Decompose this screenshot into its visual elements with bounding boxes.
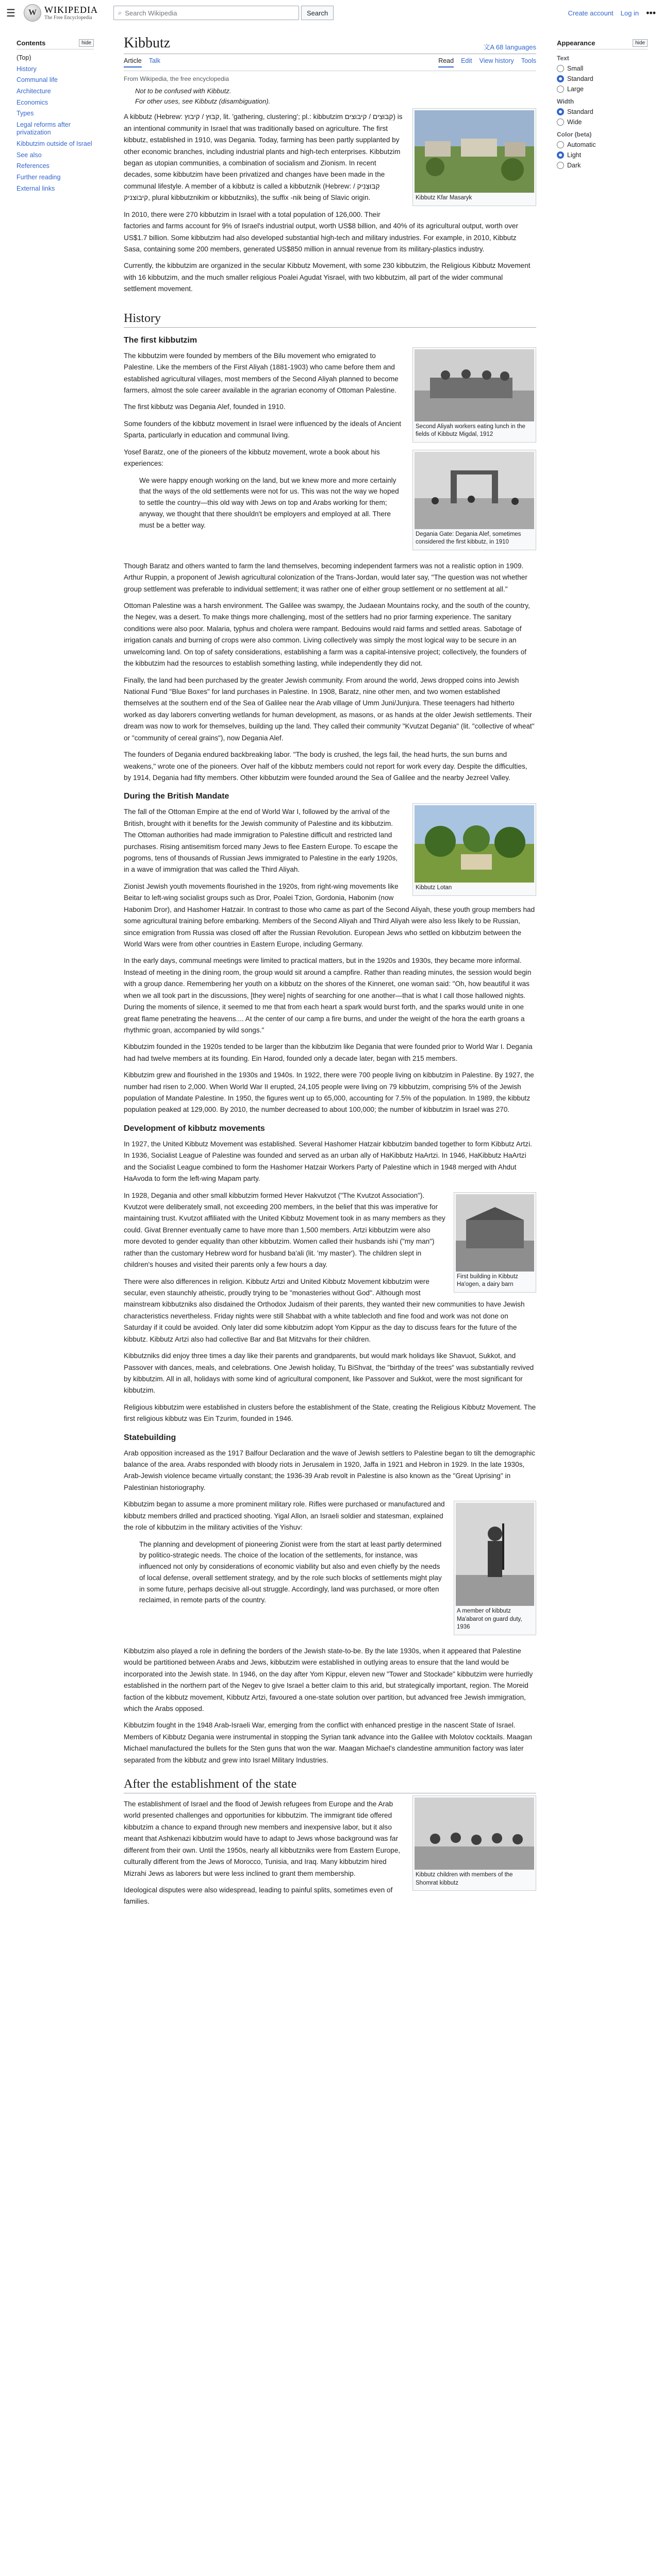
history-paragraph: Though Baratz and others wanted to farm the land themselves, becoming independent farmers was not a realistic option in 1909. Arthur Ruppin, a proponent of Jewish agricultural colonization of the Trans-Jordan, would later say, "The question was not whether group settlement was preferable to individual settlement; it was rather one of either group settlement or no settlement at all."	[124, 562, 527, 593]
text-size-option-label: Small	[567, 65, 584, 72]
mandate-paragraph: Zionist Jewish youth movements flourished in the 1920s, from right-wing movements like Beitar to left-wing socialist groups such as Dror, Poalei Tzion, Gordonia, Habonim (now Habonim Dror), and Hashomer Hatzair. In contrast to those who came as part of the Second Aliyah, these youth group members had some agricultural training before embarking. Members of the Second Aliyah and Third Aliyah were also less likely to be Russian, since emigration from Russia was closed off after the Russian Revolution. European Jews who settled on kibbutzim between the World Wars were from other countries in Eastern Europe, including Germany.	[124, 882, 535, 948]
historic-photo[interactable]	[456, 1503, 534, 1606]
appearance-panel	[557, 39, 648, 169]
intro-paragraph: In 2010, there were 270 kibbutzim in Israel with a total population of 126,000. Their factories and farms account for 9% of Israel's industrial output, worth US$8 billion, and 40% of its agricultural output, worth over US$1.7 billion. Some kibbutzim had also developed substantial high-tech and military industries. For example, in 2010, Kibbutz Sasa, containing some 200 members, generated US$850 million in annual revenue from its military-plastics industry.	[124, 210, 518, 253]
width-option[interactable]	[557, 108, 648, 115]
width-option-label: Standard	[567, 108, 593, 115]
figure-second-aliyah	[412, 347, 536, 443]
search-button[interactable]: Search	[301, 6, 334, 20]
blockquote: We were happy enough working on the land, but we knew more and more certainly that the ways of the old settlements were not for us. This was not the way we hoped to settle the country—this old way with Jews on top and Arabs working for them; anyway, we thought that there shouldn't be employers and employed at all. There must be a better way.	[139, 476, 399, 529]
tab-article[interactable]: Article	[124, 57, 142, 67]
width-option[interactable]	[557, 118, 648, 126]
tab-tools[interactable]: Tools	[521, 57, 536, 64]
development-paragraph: Kibbutzniks did enjoy three times a day like their parents and grandparents, but would mark holidays like Shavuot, Sukkot, and Passover with dances, meals, and celebrations. One Jewish holiday, Tu BiShvat, the "birthday of the trees" was substantially revived by kibbutzim. All in all, holidays with some kind of agricultural component, like Passover and Sukkot, were the most significant for kibbutzim.	[124, 1352, 534, 1395]
toc-item[interactable]: References	[16, 162, 49, 170]
color-option-label: Light	[567, 151, 582, 159]
toc-item[interactable]: Architecture	[16, 87, 51, 95]
figure-haogen-barn	[454, 1192, 536, 1293]
text-size-label: Text	[557, 55, 569, 62]
appearance-title: Appearance	[557, 39, 595, 47]
logo-tagline: The Free Encyclopedia	[44, 15, 92, 21]
text-size-option[interactable]	[557, 86, 648, 93]
figure-kibbutz-lotan	[412, 803, 536, 896]
history-paragraph: Ottoman Palestine was a harsh environment. The Galilee was swampy, the Judaean Mountains rocky, and the south of the country, the Negev, was a desert. To make things more challenging, most of the settlers had no prior farming experience. The sanitary conditions were also poor. Malaria, typhus and cholera were rampant. Bedouins would raid farms and settled areas. Sabotage of irrigation canals and burning of crops were also common. Living collectively was simply the most logical way to be secure in an unwelcoming land. On top of safety considerations, establishing a farm was a capital-intensive project; collectively, the founders of the kibbutzim had the resources to establish something lasting, while independently they did not.	[124, 602, 530, 668]
after-state-paragraph: The establishment of Israel and the flood of Jewish refugees from Europe and the Arab world presented challenges and opportunities for kibbutzim. The immigrant tide offered kibbutzim a chance to expand through new members and inexpensive labor, but it also meant that Ashkenazi kibbutzim would have to adapt to Jews whose background was far different from their own. Until the 1950s, nearly all kibbutzniks were from Eastern Europe, culturally different from the Jews of Morocco, Tunisia, and Iraq. Many kibbutzim hired Mizrahi Jews as laborers but were less inclined to grant them membership.	[124, 1800, 401, 1877]
figure-caption: Second Aliyah workers eating lunch in the fields of Kibbutz Migdal, 1912	[416, 423, 525, 438]
toc-hide-button[interactable]: hide	[79, 39, 94, 47]
toc-item[interactable]: Types	[16, 110, 34, 117]
subsection-heading: The first kibbutzim	[124, 335, 197, 345]
width-options	[557, 108, 648, 126]
toc-item[interactable]: History	[16, 65, 37, 73]
toc-item[interactable]: Kibbutzim outside of Israel	[16, 140, 92, 147]
radio-icon[interactable]	[557, 151, 564, 159]
main-menu-icon[interactable]: ☰	[6, 7, 15, 19]
toc-item[interactable]: (Top)	[16, 54, 31, 61]
color-option-label: Automatic	[567, 141, 596, 148]
history-paragraph: The kibbutzim were founded by members of the Bilu movement who emigrated to Palestine. Like the members of the First Aliyah (1881-1903) who came before them and established agricultural villages, most members of the Second Aliyah planned to become farmers, almost the sole career available in the agrarian economy of Ottoman Palestine.	[124, 351, 399, 394]
figure-kibbutz-children	[412, 1795, 536, 1891]
tab-talk[interactable]: Talk	[148, 57, 160, 64]
toc-item[interactable]: See also	[16, 151, 42, 159]
text-size-option-label: Standard	[567, 75, 593, 82]
language-icon: 文A	[483, 43, 496, 51]
search-input[interactable]	[113, 6, 299, 20]
figure-caption: Degania Gate: Degania Alef, sometimes considered the first kibbutz, in 1910	[416, 531, 521, 546]
development-paragraph: Religious kibbutzim were established in clusters before the establishment of the State, creating the Religious Kibbutz Movement. The first religious kibbutz was Ein Tzurim, founded in 1946.	[124, 1403, 536, 1423]
mandate-paragraph: Kibbutzim grew and flourished in the 1930s and 1940s. In 1922, there were 700 people living on kibbutzim in Palestine. By 1927, the number had risen to 2,000. When World War II erupted, 24,105 people were living on 79 kibbutzim, comprising 5% of the Jewish population of Mandate Palestine. In 1950, the figures went up to 65,000, accounting for 7.5% of the population. In 1989, the kibbutz population peaked at 129,000. By 2010, the number decreased to about 100,000; the number of kibbutzim in Israel was 270.	[124, 1071, 534, 1114]
color-option[interactable]	[557, 151, 648, 159]
appearance-hide-button[interactable]: hide	[633, 39, 648, 47]
history-paragraph: The first kibbutz was Degania Alef, founded in 1910.	[124, 403, 286, 411]
toc-title: Contents	[16, 39, 46, 47]
radio-icon[interactable]	[557, 118, 564, 126]
radio-icon[interactable]	[557, 86, 564, 93]
figure-caption: A member of kibbutz Ma'abarot on guard duty, 1936	[457, 1608, 522, 1631]
table-of-contents	[16, 39, 94, 194]
statebuilding-paragraph: Kibbutzim began to assume a more prominent military role. Rifles were purchased or manufactured and kibbutz members drilled and practiced shooting. Yigal Allon, an Israeli soldier and statesman, explained the role of kibbutzim in the military activities of the Yishuv:	[124, 1500, 445, 1532]
subsection-heading: During the British Mandate	[124, 792, 229, 801]
figure-guard-duty	[454, 1501, 536, 1635]
languages-button[interactable]	[483, 42, 536, 52]
toc-item[interactable]: Further reading	[16, 173, 61, 181]
article-content	[124, 35, 536, 1913]
kibbutz-photo[interactable]	[415, 110, 534, 193]
history-paragraph: The founders of Degania endured backbreaking labor. "The body is crushed, the legs fail, the head hurts, the sun burns and weakens," wrote one of the pioneers. Over half of the kibbutz members could not report for work every day. Despite the difficulties, by 1914, Degania had fifty members. Other kibbutzim were founded around the Sea of Galilee and the nearby Jezreel Valley.	[124, 751, 527, 782]
figure-kfar-masaryk	[412, 108, 536, 206]
mandate-paragraph: Kibbutzim founded in the 1920s tended to be larger than the kibbutzim like Degania that were founded prior to World War I. Degania had had twelve members at its founding. Ein Harod, founded only a decade later, began with 215 members.	[124, 1043, 533, 1062]
toc-item[interactable]: Communal life	[16, 76, 58, 84]
toc-item[interactable]: External links	[16, 184, 55, 192]
text-size-option[interactable]	[557, 65, 648, 72]
text-size-option[interactable]	[557, 75, 648, 82]
color-options	[557, 141, 648, 169]
globe-icon: W	[24, 4, 41, 22]
radio-icon[interactable]	[557, 65, 564, 72]
from-wikipedia: From Wikipedia, the free encyclopedia	[124, 75, 229, 82]
page-title: Kibbutz	[124, 35, 171, 51]
width-label: Width	[557, 98, 574, 105]
text-size-options	[557, 65, 648, 93]
toc-list	[16, 53, 94, 194]
historic-photo[interactable]	[415, 452, 534, 529]
radio-icon[interactable]	[557, 75, 564, 82]
subsection-heading: Statebuilding	[124, 1433, 176, 1442]
history-paragraph: Finally, the land had been purchased by the greater Jewish community. From around the world, Jews dropped coins into Jewish National Fund "Blue Boxes" for land purchases in Palestine. In 1908, Baratz, nine other men, and two women established themselves at the southern end of the Sea of Galilee near the Arab village of Umm Juni/Junjura. These teenagers had hitherto worked as day laborers converting wetlands for human development, as masons, or as hands at the older Jewish settlements. Their dream was now to work for themselves, building up the land. They called their community "Kvutzat Degania" (lit. "collective of wheat" or "community of cereal grains"), now Degania Alef.	[124, 676, 535, 742]
history-paragraph: Some founders of the kibbutz movement in Israel were influenced by the ideals of Ancient Sparta, particularly in education and communal living.	[124, 419, 402, 439]
historic-photo[interactable]	[415, 1798, 534, 1870]
mandate-paragraph: In the early days, communal meetings were limited to practical matters, but in the 1920s and 1930s, they became more informal. Instead of meeting in the dining room, the group would sit around a campfire. Rather than reading minutes, the session would begin with a group dance. Remembering her youth on a kibbutz on the shores of the Kinneret, one woman said: "Oh, how beautiful it was when we all took part in the discussions, [they were] nights of searching for one another—that is what I call those hallowed nights. During the moments of silence, it seemed to me that from each heart a spark would burst forth, and the sparks would unite in one great flame penetrating the heavens.... At the center of our camp a fire burns, and under the weight of the hora the earth groans a rhythmic groan, accompanied by wild songs."	[124, 957, 532, 1034]
color-label: Color (beta)	[557, 131, 592, 138]
after-state-paragraph: Ideological disputes were also widespread, leading to painful splits, sometimes even of families.	[124, 1886, 393, 1906]
intro-paragraph: Currently, the kibbutzim are organized in the secular Kibbutz Movement, with some 230 kibbutzim, the Religious Kibbutz Movement with 16 kibbutzim, and the much smaller religious Poalei Agudat Yisrael, with two kibbutzim, all part of the wider communal settlement movement.	[124, 262, 531, 293]
statebuilding-paragraph: Kibbutzim also played a role in defining the borders of the Jewish state-to-be. By the late 1930s, when it appeared that Palestine would be partitioned between Arabs and Jews, kibbutzim were established in outlying areas to ensure that the land would be incorporated into the Jewish state. In 1946, on the day after Yom Kippur, eleven new "Tower and Stockade" kibbutzim were hurriedly established in the northern part of the Negev to give Israel a better claim to this arid, but strategically important, region. The Moreid faction of the kibbutz movement, Kibbutz Artzi, favoured a one-state solution over partition, but advanced free Jewish immigration, which the Arabs opposed.	[124, 1647, 533, 1713]
figure-caption: Kibbutz children with members of the Shomrat kibbutz	[416, 1872, 513, 1886]
tab-read[interactable]: Read	[438, 57, 454, 67]
radio-icon[interactable]	[557, 162, 564, 169]
login-link[interactable]: Log in	[620, 9, 639, 17]
color-option-label: Dark	[567, 162, 581, 169]
site-header	[0, 0, 662, 26]
history-paragraph: Yosef Baratz, one of the pioneers of the kibbutz movement, wrote a book about his experiences:	[124, 448, 380, 468]
figure-degania-gate	[412, 450, 536, 550]
kibbutz-photo[interactable]	[415, 805, 534, 883]
figure-caption: First building in Kibbutz Ha'ogen, a dairy barn	[457, 1273, 518, 1288]
toc-item[interactable]: Economics	[16, 98, 48, 106]
tab-edit[interactable]: Edit	[461, 57, 472, 64]
historic-photo[interactable]	[415, 349, 534, 421]
statebuilding-paragraph: Kibbutzim fought in the 1948 Arab-Israeli War, emerging from the conflict with enhanced prestige in the nascent State of Israel. Members of Kibbutz Degania were instrumental in stopping the Syrian tank advance into the Galilee with Molotov cocktails. Maagan Michael manufactured the bullets for the Sten guns that won the war. Maagan Michael's clandestine ammunition factory was later separated from the kibbutz and grew into Israel Military Industries.	[124, 1721, 532, 1764]
intro-paragraph: A kibbutz (Hebrew: קִבּוּץ / קיבוץ, lit. 'gathering, clustering'; pl.: kibbutzim קִבּוּצִים / קיבוצים) is an intentional community in Israel that was traditionally based on agriculture. The first kibbutz, established in 1910, was Degania. Today, farming has been partly supplanted by other economic branches, including industrial plants and high-tech enterprises. Kibbutzim began as utopian communities, a combination of socialism and Zionism. In recent decades, some kibbutzim have been privatized and changes have been made in the communal lifestyle. A member of a kibbutz is called a kibbutznik (Hebrew: קִבּוּצְנִיק / קיבוצניק, plural kibbutznikim or kibbutzniks), the suffix -nik being of Slavic origin.	[124, 113, 403, 202]
radio-icon[interactable]	[557, 141, 564, 148]
figure-caption: Kibbutz Kfar Masaryk	[416, 195, 472, 201]
figure-caption: Kibbutz Lotan	[416, 885, 452, 891]
development-paragraph: In 1927, the United Kibbutz Movement was established. Several Hashomer Hatzair kibbutzim banded together to form Kibbutz Artzi. In 1936, Socialist League of Palestine was founded and served as an urban ally of HaKibbutz HaArtzi. In 1946, HaKibbutz HaArtzi and the Socialist League combined to form the Hashomer Hatzair Workers Party of Palestine which in 1948 merged with Ahdut HaAvoda to form the left-wing Mapam party.	[124, 1140, 532, 1183]
search-icon: ⌕	[118, 9, 122, 16]
section-heading-history: History	[124, 312, 536, 328]
statebuilding-paragraph: Arab opposition increased as the 1917 Balfour Declaration and the wave of Jewish settlers to Palestine began to tilt the demographic balance of the area. Arabs responded with bloody riots in Jerusalem in 1920, Jaffa in 1921 and Hebron in 1929. In the late 1930s, Arab-Jewish violence became virtually constant; the 1936-39 Arab revolt in Palestine is also known as the "Great Uprising" in Palestinian historiography.	[124, 1449, 535, 1492]
hatnote: For other uses, see Kibbutz (disambiguation).	[135, 97, 271, 106]
tab-view-history[interactable]: View history	[479, 57, 514, 64]
toc-item[interactable]: Legal reforms after privatization	[16, 121, 71, 137]
logo-wordmark: WIKIPEDIA	[44, 5, 98, 15]
text-size-option-label: Large	[567, 86, 584, 93]
section-heading-after-state: After the establishment of the state	[124, 1777, 536, 1793]
development-paragraph: There were also differences in religion. Kibbutz Artzi and United Kibbutz Movement kibbutzim were secular, even staunchly atheistic, proudly trying to be "monasteries without God". Although most mainstream kibbutzniks also disdained the Orthodox Judaism of their parents, they wanted their new communities to have Jewish characteristics nevertheless. Friday nights were still Shabbat with a white tablecloth and fine food and work was not done on Saturday if it could be avoided. Only later did some kibbutzim adopt Yom Kippur as the day to discuss fears for the future of the kibbutz. Kibbutz Artzi also had collective Bar and Bat Mitzvahs for their children.	[124, 1277, 525, 1343]
radio-icon[interactable]	[557, 108, 564, 115]
color-option[interactable]	[557, 162, 648, 169]
more-options-icon[interactable]: •••	[646, 7, 656, 18]
historic-photo[interactable]	[456, 1194, 534, 1272]
mandate-paragraph: The fall of the Ottoman Empire at the end of World War I, followed by the arrival of the British, brought with it benefits for the Jewish community of Palestine and its kibbutzim. The Ottoman authorities had made immigration to Palestine difficult and restricted land purchases. Rising antisemitism forced many Jews to flee Eastern Europe. To escape the pogroms, tens of thousands of Russian Jews immigrated to Palestine in the early 1920s, in a wave of immigration that was called the Third Aliyah.	[124, 808, 398, 874]
wikipedia-logo[interactable]	[24, 4, 98, 22]
development-paragraph: In 1928, Degania and other small kibbutzim formed Hever Hakvutzot ("The Kvutzot Association"). Kvutzot were deliberately small, not exceeding 200 members, in the belief that this was imperative for maintaining trust. Kvutzot affiliated with the United Kibbutz Movement took in as many members as they could. Givat Brenner eventually came to have more than 1,500 members. Artzi kibbutzim were also more devoted to gender equality than other kibbutzim. Women called their husbands ishi ("my man") rather than the customary Hebrew word for husband ba'ali (lit. 'my master'). The children slept in children's houses and visited their parents only a few hours a day.	[124, 1191, 445, 1269]
width-option-label: Wide	[567, 118, 582, 126]
hatnote: Not to be confused with Kibbutz.	[135, 87, 231, 95]
subsection-heading: Development of kibbutz movements	[124, 1124, 265, 1133]
create-account-link[interactable]: Create account	[568, 9, 614, 17]
color-option[interactable]	[557, 141, 648, 148]
blockquote: The planning and development of pioneering Zionist were from the start at least partly determined by politico-strategic needs. The choice of the location of the settlements, for instance, was influenced not only by considerations of economic viability but also and even chiefly by the needs of local defense, overall settlement strategy, and by the role such blocks of settlements might play in some future, perhaps decisive all-out struggle. Accordingly, land was purchased, or more often reclaimed, in remote parts of the country.	[139, 1540, 442, 1604]
search-placeholder: Search Wikipedia	[125, 9, 177, 17]
languages-label: 68 languages	[495, 43, 536, 51]
